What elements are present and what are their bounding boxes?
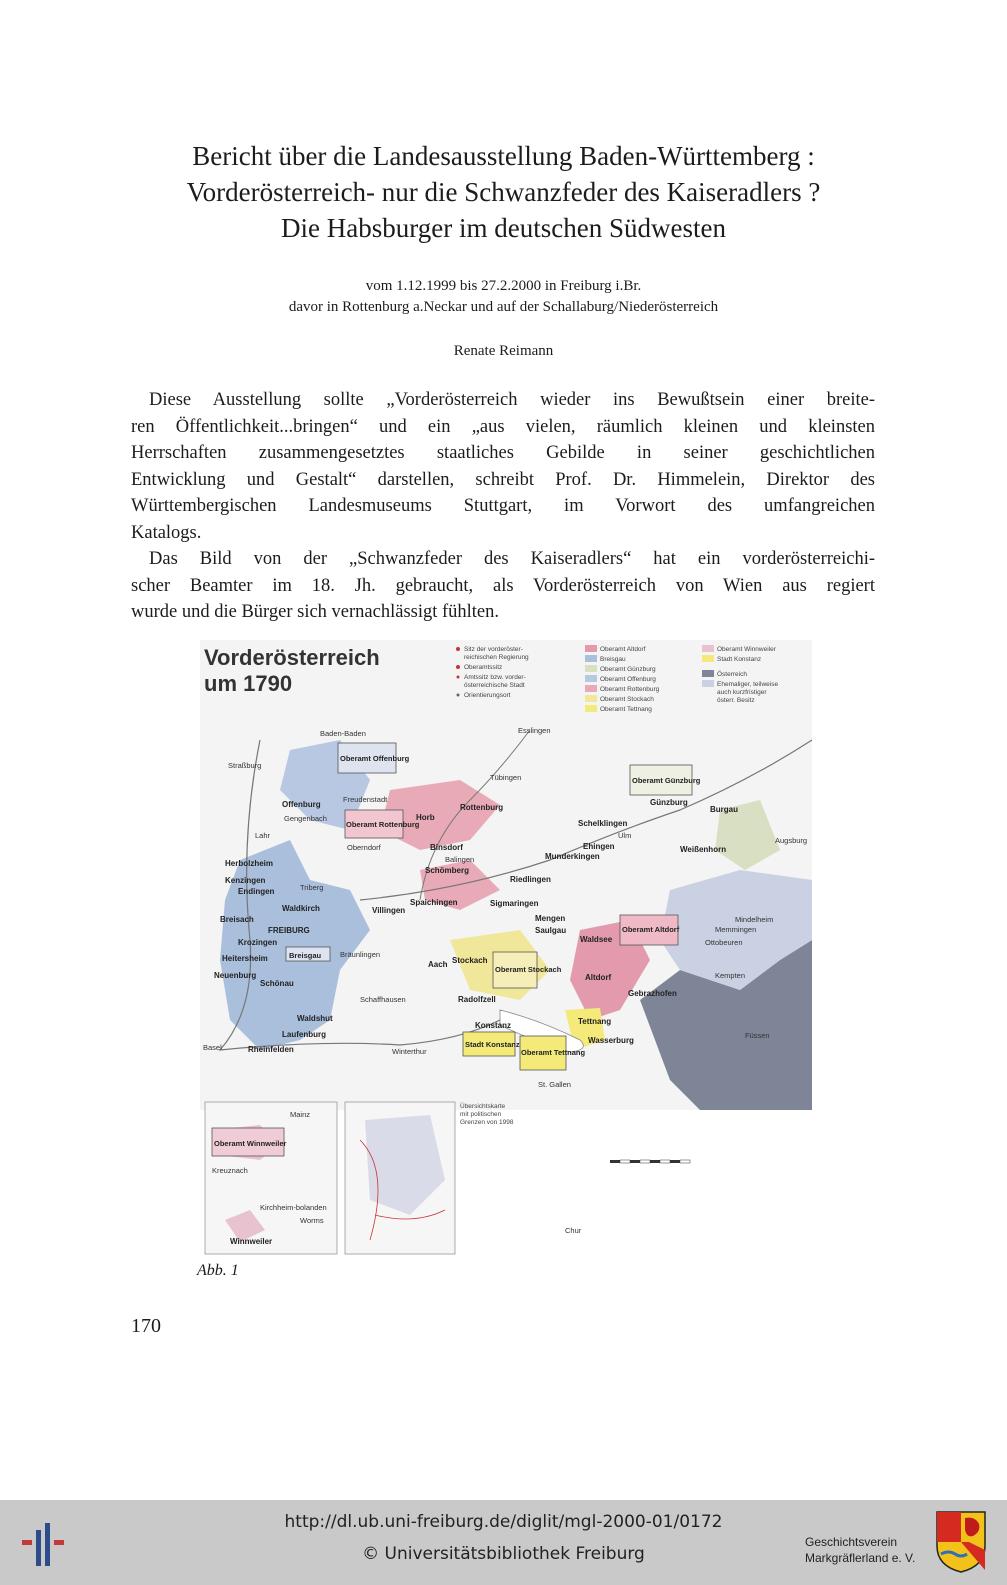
map-box-label: Oberamt Rottenburg [346, 820, 420, 829]
legend-marker [457, 694, 460, 697]
place-label: Füssen [745, 1031, 770, 1040]
place-label: Konstanz [475, 1021, 511, 1030]
inset-text: Grenzen von 1998 [460, 1119, 514, 1126]
scale-segment [650, 1160, 660, 1163]
place-label: Spaichingen [410, 898, 458, 907]
place-label: Neuenburg [214, 971, 257, 980]
legend-swatch [702, 655, 714, 662]
inset-winnweiler [205, 1102, 337, 1254]
place-label: Radolfzell [458, 995, 496, 1004]
place-label: Riedlingen [510, 875, 551, 884]
place-label: Lahr [255, 831, 271, 840]
legend-item: Oberamt Rottenburg [600, 686, 660, 693]
body-text [131, 387, 875, 626]
place-label: Ehingen [583, 842, 615, 851]
crest-band [937, 1512, 961, 1542]
legend-swatch [585, 645, 597, 652]
map-box-label: Oberamt Stockach [495, 965, 562, 974]
footer-copyright: © Universitätsbibliothek Freiburg [362, 1544, 645, 1564]
author: Renate Reimann [453, 343, 554, 359]
map-box-label: Oberamt Günzburg [632, 776, 701, 785]
place-label: Rottenburg [460, 803, 504, 812]
society-line: Markgräflerland e. V. [805, 1551, 916, 1565]
place-label: Tettnang [578, 1017, 612, 1026]
body-line: ren Öffentlichkeit...bringen“ und ein „aus vielen, räumlich kleinen und kleinsten [131, 416, 875, 437]
place-label: Munderkingen [545, 852, 600, 861]
legend-item: Amtssitz bzw. vorder- [464, 674, 526, 681]
place-label: Waldshut [297, 1014, 333, 1023]
subtitle-line: davor in Rottenburg a.Neckar und auf der Schallaburg/Niederösterreich [288, 299, 719, 315]
place-label: Chur [565, 1226, 582, 1235]
place-label: St. Gallen [538, 1080, 571, 1089]
place-label: Ulm [618, 831, 632, 840]
legend-marker [456, 665, 460, 669]
scale-segment [620, 1160, 630, 1163]
legend-item: Stadt Konstanz [717, 656, 762, 663]
map-box-label: Stadt Konstanz [465, 1040, 520, 1049]
place-label: FREIBURG [268, 926, 310, 935]
place-label: Straßburg [228, 761, 262, 770]
figure-caption: Abb. 1 [197, 1262, 239, 1279]
body-line: Diese Ausstellung sollte „Vorderösterreich wieder ins Bewußtsein einer breite- [149, 390, 875, 410]
place-label: Herbolzheim [225, 859, 274, 868]
body-line: Württembergischen Landesmuseums Stuttgart, im Vorwort des umfangreichen [131, 496, 875, 516]
place-label: Kenzingen [225, 876, 266, 885]
place-label: Offenburg [282, 800, 321, 809]
legend-swatch [585, 655, 597, 662]
map-box-label: Breisgau [289, 951, 322, 960]
place-label: Worms [300, 1216, 324, 1225]
place-label: Mindelheim [735, 915, 774, 924]
inset-overview [345, 1102, 514, 1254]
place-label: Horb [416, 813, 435, 822]
legend-swatch [702, 645, 714, 652]
place-label: Rheinfelden [248, 1045, 294, 1054]
place-label: Winterthur [392, 1047, 427, 1056]
place-label: Balingen [445, 855, 475, 864]
title-line: Bericht über die Landesausstellung Baden-Württemberg : [192, 141, 815, 171]
place-label: Kempten [715, 971, 746, 980]
body-line: Katalogs. [131, 522, 202, 543]
legend-swatch [702, 670, 714, 677]
scale-segment [680, 1160, 690, 1163]
legend-item: Oberamt Günzburg [600, 666, 656, 673]
legend-item: Oberamt Altdorf [600, 646, 646, 653]
scale-segment [670, 1160, 680, 1163]
place-label: Villingen [372, 906, 406, 915]
legend-item: Oberamt Winnweiler [717, 646, 776, 653]
legend-item: Orientierungsort [464, 692, 511, 699]
place-label: Ottobeuren [705, 938, 743, 947]
legend-item: österreichische Stadt [464, 682, 525, 689]
legend-item: Ehemaliger, teilweise [717, 681, 779, 688]
body-line: Entwicklung und Gestalt“ darstellen, schreibt Prof. Dr. Himmelein, Direktor des [131, 469, 875, 490]
article-title [0, 138, 1007, 246]
place-label: Schaffhausen [360, 995, 406, 1004]
coat-of-arms-icon [935, 1510, 987, 1574]
body-line: scher Beamter im 18. Jh. gebraucht, als Vorderösterreich von Wien aus regiert [131, 575, 875, 596]
footer-url[interactable]: http://dl.ub.uni-freiburg.de/diglit/mgl-2000-01/0172 [284, 1512, 723, 1532]
place-label: Schömberg [425, 866, 470, 875]
title-line: Vorderösterreich- nur die Schwanzfeder des Kaiseradlers ? [186, 177, 821, 207]
inset-text: mit politischen [460, 1111, 502, 1118]
page-number: 170 [131, 1315, 161, 1337]
legend-swatch [585, 705, 597, 712]
place-label: Winnweiler [230, 1237, 273, 1246]
map-box-label: Oberamt Altdorf [622, 925, 680, 934]
body-line: wurde und die Bürger sich vernachlässigt fühlten. [131, 602, 500, 622]
place-label: Kreuznach [212, 1166, 248, 1175]
place-label: Gebrazhofen [628, 989, 677, 998]
legend-item: reichischen Regierung [464, 654, 529, 661]
legend-item: Breisgau [600, 656, 626, 663]
legend-swatch [702, 680, 714, 687]
scale-bar [610, 1160, 690, 1163]
place-label: Krozingen [238, 938, 278, 947]
place-label: Esslingen [518, 726, 551, 735]
footer-bar [0, 1500, 1007, 1585]
place-label: Basel [203, 1043, 222, 1052]
scale-segment [630, 1160, 640, 1163]
place-label: Tübingen [490, 773, 522, 782]
place-label: Weißenhorn [680, 845, 727, 854]
place-label: Stockach [452, 956, 488, 965]
place-label: Heitersheim [222, 954, 268, 963]
place-label: Endingen [238, 887, 275, 896]
scale-segment [660, 1160, 670, 1163]
society-line: Geschichtsverein [805, 1535, 898, 1549]
legend-item: Oberamtssitz [464, 664, 503, 671]
place-label: Breisach [220, 915, 254, 924]
legend-item: Sitz der vorderöster- [464, 646, 523, 653]
place-label: Schelklingen [578, 819, 628, 828]
legend-item: Oberamt Stockach [600, 696, 654, 703]
legend-item: österr. Besitz [717, 697, 755, 704]
place-label: Augsburg [775, 836, 808, 845]
place-label: Burgau [710, 805, 738, 814]
legend-item: Oberamt Tettnang [600, 706, 652, 713]
place-label: Gengenbach [284, 814, 327, 823]
title-line: Die Habsburger im deutschen Südwesten [281, 213, 726, 243]
body-line: Das Bild von der „Schwanzfeder des Kaiseradlers“ hat ein vorderösterreichi- [149, 549, 875, 569]
legend-swatch [585, 675, 597, 682]
place-label: Binsdorf [430, 843, 463, 852]
historical-map [200, 640, 820, 1260]
legend-marker [456, 647, 460, 651]
map-box-label: Oberamt Tettnang [521, 1048, 586, 1057]
legend-item: Oberamt Offenburg [600, 676, 656, 683]
place-label: Memmingen [715, 925, 757, 934]
place-label: Baden-Baden [320, 729, 366, 738]
map-box-label: Oberamt Offenburg [340, 754, 410, 763]
inset-text: Übersichtskarte [460, 1103, 506, 1110]
place-label: Sigmaringen [490, 899, 539, 908]
map-box-label: Oberamt Winnweiler [214, 1139, 287, 1148]
legend-item: Österreich [717, 671, 747, 678]
inset-frame [205, 1102, 337, 1254]
place-label: Mengen [535, 914, 566, 923]
map-title-line: Vorderösterreich [204, 645, 380, 670]
place-label: Altdorf [585, 973, 612, 982]
place-label: Wasserburg [588, 1036, 634, 1045]
place-label: Freudenstadt [343, 795, 388, 804]
article-subtitle [0, 276, 1007, 318]
legend-marker [457, 676, 460, 679]
legend-swatch [585, 665, 597, 672]
legend-item: auch kurzfristiger [717, 689, 767, 696]
place-label: Günzburg [650, 798, 688, 807]
body-line: Herrschaften zusammengesetztes staatliches Gebilde in seiner geschichtlichen [131, 443, 875, 463]
map-title-line: um 1790 [204, 671, 293, 696]
place-label: Bräunlingen [340, 950, 381, 959]
place-label: Triberg [300, 883, 324, 892]
place-label: Laufenburg [282, 1030, 326, 1039]
legend-swatch [585, 685, 597, 692]
place-label: Oberndorf [347, 843, 381, 852]
society-name [805, 1534, 915, 1566]
legend-swatch [585, 695, 597, 702]
subtitle-line: vom 1.12.1999 bis 27.2.2000 in Freiburg i.Br. [365, 278, 642, 294]
scale-segment [610, 1160, 620, 1163]
place-label: Mainz [290, 1110, 311, 1119]
place-label: Waldkirch [282, 904, 320, 913]
place-label: Kirchheim-bolanden [260, 1203, 327, 1212]
place-label: Saulgau [535, 926, 567, 935]
scale-segment [640, 1160, 650, 1163]
place-label: Waldsee [580, 935, 613, 944]
place-label: Aach [428, 960, 448, 969]
place-label: Schönau [260, 979, 294, 988]
